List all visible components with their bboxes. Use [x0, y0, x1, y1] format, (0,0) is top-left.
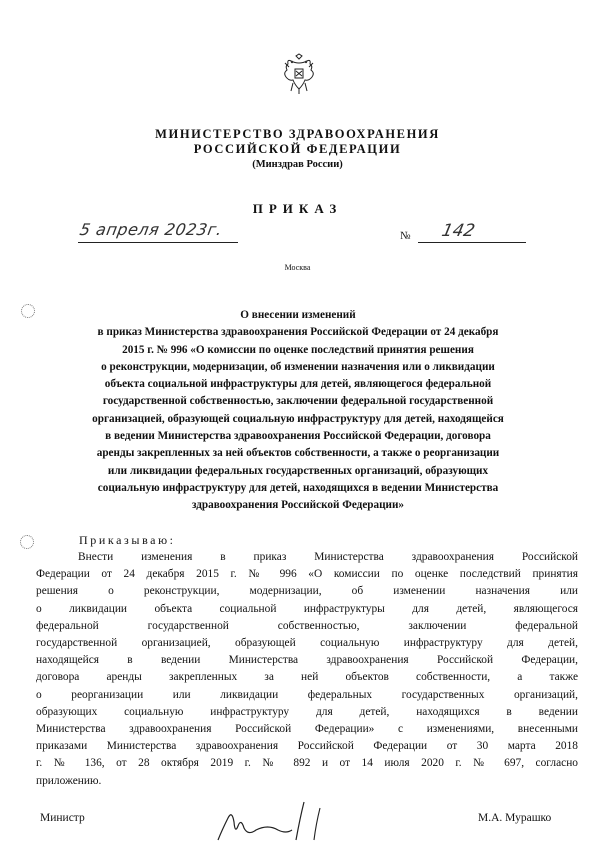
body-line: находящейся в ведении Министерства здравоохранения Российской Федерации,: [36, 654, 578, 667]
body-line: Внести изменения в приказ Министерства здравоохранения Российской: [78, 551, 578, 563]
title-line: о реконструкции, модернизации, об изменении назначения или о ликвидации: [101, 360, 495, 373]
body-line: договора аренды закрепленных за ней объектов собственности, а также: [36, 671, 578, 684]
body-line: приложению.: [36, 774, 102, 787]
title-line: О внесении изменений: [240, 309, 356, 321]
number-underline: [418, 242, 526, 243]
title-line: организацией, образующей социальную инфраструктуру для детей, находящейся: [92, 412, 504, 425]
body-line: государственной организацией, образующей социальную инфраструктуру для детей,: [36, 637, 578, 650]
body-line: Федерации от 24 декабря 2015 г. № 996 «О комиссии по оценке последствий принятия: [36, 568, 578, 581]
body-line: образующих социальную инфраструктуру для детей, находящихся в ведении: [36, 705, 578, 718]
body-line: решения о реконструкции, модернизации, об изменении назначения или: [36, 585, 578, 598]
title-line: в ведении Министерства здравоохранения Российской Федерации, договора: [105, 430, 491, 443]
body-line: о реорганизации или ликвидации федеральных государственных организаций,: [36, 688, 578, 701]
title-line: здравоохранения Российской Федерации»: [191, 499, 405, 512]
coat-of-arms-emblem: [281, 53, 317, 95]
margin-punch-mark: [21, 304, 35, 318]
order-number: 142: [439, 221, 477, 241]
order-directive-word: Приказываю:: [79, 533, 176, 547]
date-underline: [78, 242, 238, 243]
city-name: Москва: [284, 263, 311, 272]
title-line: государственной собственностью, заключении федеральной государственной: [102, 395, 494, 408]
title-line: в приказ Министерства здравоохранения Российской Федерации от 24 декабря: [97, 326, 499, 339]
title-line: аренды закрепленных за ней объектов собственности, а также о реорганизации: [96, 447, 500, 460]
body-line: г. № 136, от 28 октября 2019 г. № 892 и от 14 июля 2020 г. № 697, согласно: [36, 757, 578, 770]
order-date: 5 апреля 2023г.: [78, 220, 224, 239]
body-line: о ликвидации объекта социальной инфраструктуры для детей, являющегося: [36, 602, 578, 615]
title-line: или ликвидации федеральных государственных организаций, образующих: [107, 464, 489, 477]
signer-title: Министр: [40, 812, 85, 824]
order-title: [45, 307, 551, 515]
title-line: 2015 г. № 996 «О комиссии по оценке последствий принятия решения: [122, 343, 474, 356]
title-line: социальную инфраструктуру для детей, находящихся в ведении Министерства: [97, 481, 499, 494]
margin-punch-mark: [20, 535, 34, 549]
ministry-short-name: (Минздрав России): [252, 159, 343, 170]
ministry-name-line1: МИНИСТЕРСТВО ЗДРАВООХРАНЕНИЯ: [155, 127, 440, 141]
ministry-name-line2: РОССИЙСКОЙ ФЕДЕРАЦИИ: [193, 142, 402, 156]
title-line: объекта социальной инфраструктуры для детей, являющегося федеральной: [104, 378, 492, 391]
signer-name: М.А. Мурашко: [478, 812, 552, 824]
document-type-heading: ПРИКАЗ: [252, 201, 343, 216]
body-line: Министерства здравоохранения Российской Федерации» с изменениями, внесенными: [36, 723, 578, 736]
handwritten-signature: [208, 800, 348, 842]
body-line: приказами Министерства здравоохранения Российской Федерации от 30 марта 2018: [36, 740, 578, 753]
body-line: федеральной государственной собственностью, заключении федеральной: [36, 619, 578, 632]
order-body: [36, 549, 578, 790]
number-sign: №: [400, 230, 411, 242]
